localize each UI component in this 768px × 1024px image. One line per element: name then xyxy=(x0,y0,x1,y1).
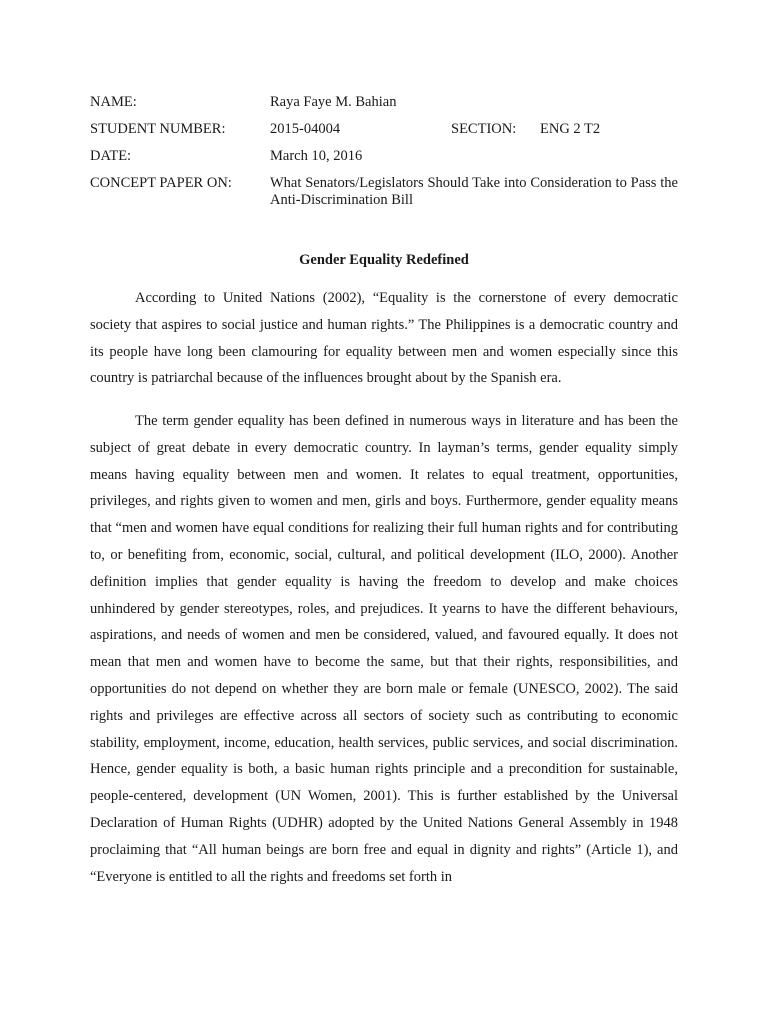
paragraph-1: According to United Nations (2002), “Equality is the cornerstone of every democratic society that aspires to social justice and human rights.” The Philippines is a democratic country and its people have long been clamouring for equality between men and women especially since this country is patriarchal because of the influences brought about by the Spanish era. xyxy=(90,290,678,387)
date-row xyxy=(90,142,678,169)
date-label: DATE: xyxy=(90,148,132,164)
name-value: Raya Faye M. Bahian xyxy=(270,94,397,110)
concept-row xyxy=(90,169,678,219)
name-row xyxy=(90,88,678,115)
name-label: NAME: xyxy=(90,94,137,110)
concept-value: What Senators/Legislators Should Take into Consideration to Pass the Anti-Discrimination Bill xyxy=(270,175,678,208)
section-value: ENG 2 T2 xyxy=(540,121,601,137)
date-value: March 10, 2016 xyxy=(270,148,363,164)
paragraph-2: The term gender equality has been defined in numerous ways in literature and has been the subject of great debate in every democratic country. In layman’s terms, gender equality simply means having equality between men and women. It relates to equal treatment, opportunities, privileges, and rights given to women and men, girls and boys. Furthermore, gender equality means that “men and women have equal conditions for realizing their full human rights and for contributing to, or benefiting from, economic, social, cultural, and political development (ILO, 2000). Another definition implies that gender equality is having the freedom to develop and make choices unhindered by gender stereotypes, roles, and prejudices. It yearns to have the different behaviours, aspirations, and needs of women and men be considered, valued, and favoured equally. It does not mean that men and women have to become the same, but that their rights, responsibilities, and opportunities do not depend on whether they are born male or female (UNESCO, 2002). The said rights and privileges are effective across all sectors of society such as contributing to economic stability, employment, income, education, health services, public services, and social discrimination. Hence, gender equality is both, a basic human rights principle and a precondition for sustainable, people-centered, development (UN Women, 2001). This is further established by the Universal Declaration of Human Rights (UDHR) adopted by the United Nations General Assembly in 1948 proclaiming that “All human beings are born free and equal in dignity and rights” (Article 1), and “Everyone is entitled to all the rights and freedoms set forth in xyxy=(90,413,678,885)
document-title: Gender Equality Redefined xyxy=(299,252,469,268)
concept-label: CONCEPT PAPER ON: xyxy=(90,175,232,191)
section-label: SECTION: xyxy=(451,121,517,137)
student-number-row xyxy=(90,115,678,142)
document-page xyxy=(90,88,678,885)
student-number-label: STUDENT NUMBER: xyxy=(90,121,226,137)
header-block xyxy=(90,88,678,219)
student-number-value: 2015-04004 xyxy=(270,121,341,137)
